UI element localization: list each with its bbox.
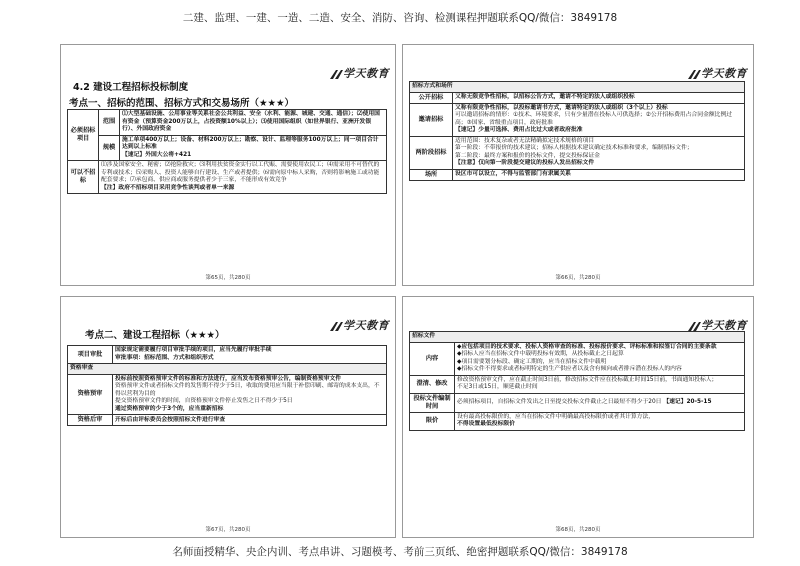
row-label: 公开招标 [410, 92, 453, 103]
brand-logo: 学天教育 [687, 65, 747, 81]
table-row [410, 103, 745, 136]
row-label: 澄清、修改 [410, 375, 455, 393]
cell-text: 必须招标项目，自招标文件发出之日至提交投标文件截止之日最短不得少于20日 【速记】20-5-15 [455, 393, 745, 412]
cell-text: 修改资格预审文件，应在截止时间3日前，修改招标文件应在投标截止时间15日前，书面通知投标人； 不足3日或15日，顺延截止时间 [455, 375, 745, 393]
row-label: 可以不招标 [68, 161, 99, 194]
memo-note: 【注】政府不招标项目采用竞争性谈判或者单一来源 [101, 184, 235, 191]
brand-logo: 学天教育 [329, 65, 389, 81]
table-row [68, 161, 387, 194]
cell-text: 设区市可以设立，不得与监管部门有隶属关系 [453, 169, 745, 180]
row-label: 范围 [99, 110, 120, 136]
memo-note: 【注意】仅向第一阶段提交建议的投标人发出招标文件 [455, 160, 595, 167]
section-title: 4.2 建设工程招标投标制度 [73, 82, 189, 93]
cell-text: 又称无限竞争性招标，以招标公告方式，邀请不特定的法人或组织投标 [453, 92, 745, 103]
row-label: 两阶段招标 [410, 136, 453, 169]
brand-logo: 学天教育 [687, 317, 747, 333]
table-row [410, 412, 745, 430]
row-label: 场所 [410, 169, 453, 180]
point-title: 考点二、建设工程招标（★★★） [85, 330, 225, 341]
table-row [410, 342, 745, 375]
page-number: 第68页，共280页 [555, 527, 601, 533]
page-number: 第66页，共280页 [555, 275, 601, 281]
document-page-66 [402, 44, 754, 286]
document-page-67 [60, 296, 396, 538]
row-label: 项目审批 [68, 346, 113, 364]
cell-text: 设有最高投标限价的，应当在招标文件中明确最高投标限价或者其计算方法， 不得设置最低投标限价 [455, 412, 745, 430]
table-row [410, 393, 745, 412]
table-row [68, 415, 387, 426]
logo-mark-icon [687, 321, 701, 332]
page-number: 第67页，共280页 [205, 527, 251, 533]
row-label: 规模 [99, 135, 120, 161]
table-row [410, 375, 745, 393]
cell-text: ⑴大型基础设施、公用事业等关系社会公共利益、安全（水利、能源、城建、交通、通信）；⑵使用国有资金（预算资金200万以上，占投资额10%以上）；⑶使用国际组织（如世界银行、亚洲开发银行）、外国政府资金 [120, 110, 387, 136]
top-banner: 二建、监理、一建、一造、二造、安全、消防、咨询、检测课程押题联系QQ/微信：3849178 [182, 12, 618, 24]
row-label: 限价 [410, 412, 455, 430]
brand-logo: 学天教育 [329, 317, 389, 333]
point-title: 考点一、招标的范围、招标方式和交易场所（★★★） [69, 98, 295, 109]
table-row [410, 82, 745, 93]
cell-text: 适用范围：技术复杂或者无法精确拟定技术规格的项目 第一阶段：不带报价的技术建议；招标人根据技术建议确定技术标准和要求，编制招标文件； 第二阶段：最终方案和报价的投标文件，提交投标保证金 【注意】仅向第一阶段提交建议的投标人发出招标文件 [453, 136, 745, 169]
bottom-banner: 名师面授精华、央企内训、考点串讲、习题模考、考前三页纸、绝密押题联系QQ/微信：3849178 [172, 546, 628, 558]
row-label: 资格后审 [68, 415, 113, 426]
cell-text: 施工单项400万以上；设备、材料200万以上；勘察、设计、监理等服务100万以上；同一项目合计达到以上标准 【速记】外国大公将+421 [120, 135, 387, 161]
table-row [68, 135, 387, 161]
row-label: 必须招标项目 [68, 110, 99, 161]
cell-text: 开标后由评标委员会按照招标文件进行审查 [113, 415, 387, 426]
table-row [410, 332, 745, 343]
page-number: 第65页，共280页 [205, 275, 251, 281]
cell-text: 又称有限竞争性招标，以投标邀请书方式，邀请特定的法人或组织（3个以上）投标 可以邀请招标的情形：①技术、环境要求，只有少量潜在投标人可供选择；②公开招标费用占合同金额比例过高；③国家、省级重点项目，政府批准 【速记】少量可选择、费用占比过大或者政府批准 [453, 103, 745, 136]
row-label: 资格预审 [68, 374, 113, 415]
table-row [68, 374, 387, 415]
table-row [68, 110, 387, 136]
table-row [410, 92, 745, 103]
logo-mark-icon [329, 321, 343, 332]
table-header: 招标文件 [410, 332, 745, 343]
cell-text: 投标前按照资格预审文件的标准和方法进行，应当发布资格预审公告，编制资格预审文件 资格预审文件或者招标文件的发售期不得少于5日，收取的费用应当限于补偿印刷、邮寄的成本支出，不得以营利为目的 提交资格预审文件的时间，自资格预审文件停止发售之日不得少于5日 通过资格预审的少于3个的，应当重新招标 [113, 374, 387, 415]
cell-text: ⑴涉及国家安全、秘密；⑵抢险救灾；⑶利用扶贫资金实行以工代赈、需要使用农民工；⑷需采用不可替代的专利或技术；⑸采购人、投资人能够自行建设、生产或者提供；⑹需向原中标人采购，否则将影响施工或功能配套要求；⑺承包商、供应商或服务提供者少于三家，不能形成有效竞争 【注】政府不招标项目采用竞争性谈判或者单一来源 [99, 161, 387, 194]
logo-mark-icon [329, 69, 343, 80]
table-row [410, 136, 745, 169]
logo-mark-icon [687, 69, 701, 80]
row-label: 邀请招标 [410, 103, 453, 136]
document-page-65 [60, 44, 396, 286]
memo-note: 【速记】少量可选择、费用占比过大或者政府批准 [455, 127, 583, 134]
table-row [410, 169, 745, 180]
document-page-68 [402, 296, 754, 538]
table-header: 招标方式和场所 [410, 82, 745, 93]
table-row [68, 364, 387, 375]
table-row [68, 346, 387, 364]
cell-text: ◆应包括项目的技术要求、投标人资格审查的标准、投标报价要求、评标标准和拟签订合同的主要条款 ◆招标人应当在招标文件中载明投标有效期，从投标截止之日起算 ◆项目需要划分标段、确定工期的，应当在招标文件中载明 ◆招标文件不得要求或者标明特定的生产供应者以及含有倾向或者排斥潜在投标人的内容 [455, 342, 745, 375]
table-header: 资格审查 [68, 364, 387, 375]
cell-text: 国家规定需要履行项目审批手续的项目，应当先履行审批手续 审批事项：招标范围、方式和组织形式 [113, 346, 387, 364]
row-label: 内容 [410, 342, 455, 375]
row-label: 投标文件编制时间 [410, 393, 455, 412]
memo-note: 【速记】外国大公将+421 [122, 151, 192, 158]
memo-note: 【速记】20-5-15 [663, 399, 712, 406]
